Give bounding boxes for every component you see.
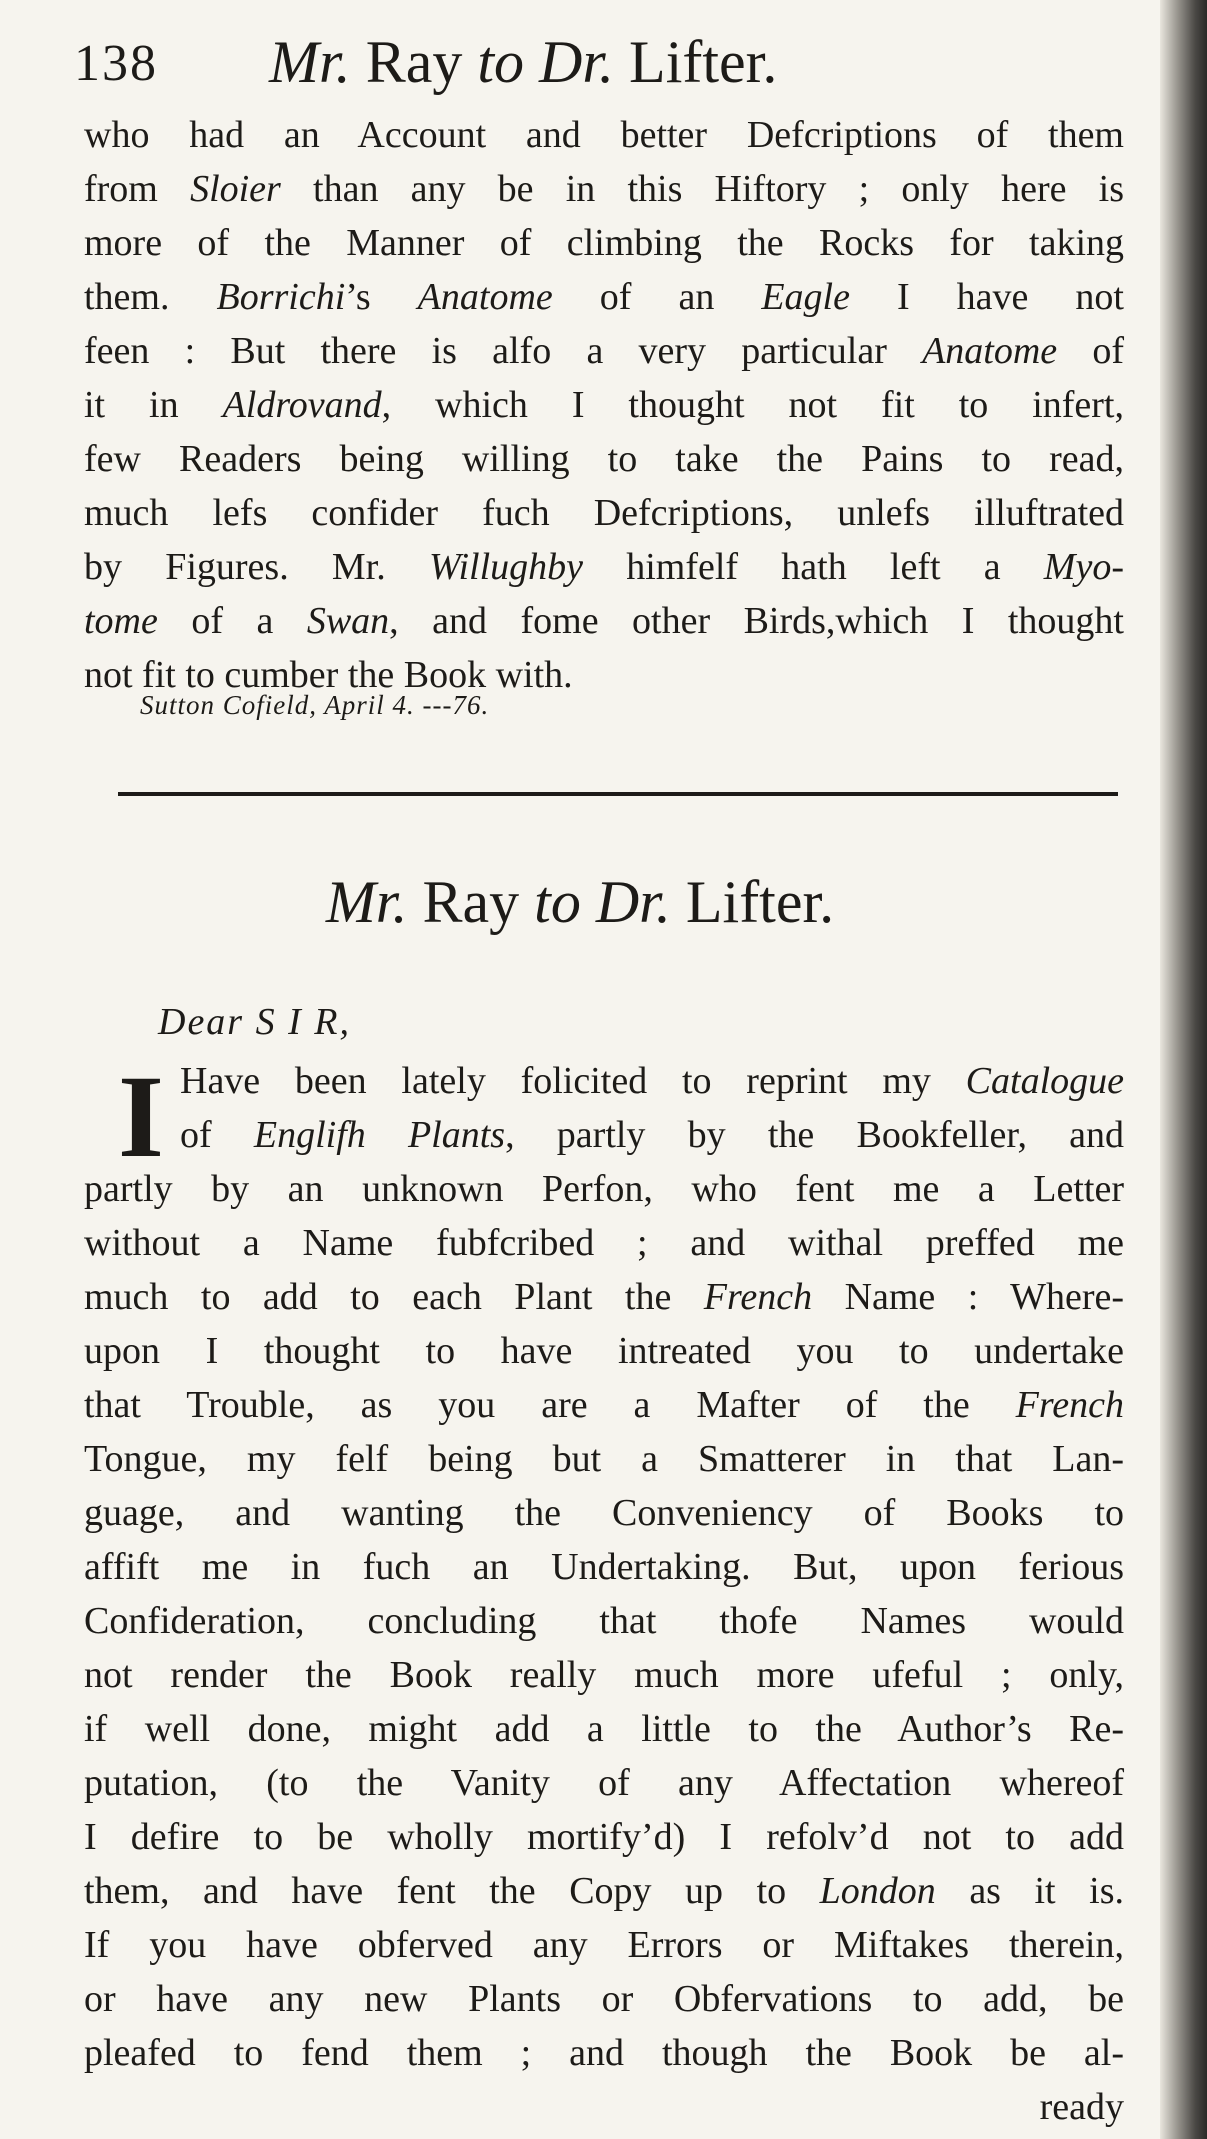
letter-opening-lines (180, 1054, 1124, 1162)
text-line: Have been lately folicited to reprint my Catalogue (180, 1060, 1124, 1102)
text-line: if well done, might add a little to the Author’s Re- (84, 1708, 1124, 1750)
running-title-lister: Lifter. (629, 29, 778, 95)
letter-signature-line: Sutton Cofield, April 4. ---76. (140, 690, 490, 720)
letter-body (84, 1162, 1124, 2134)
text-line: pleafed to fend them ; and though the Book be al- (84, 2032, 1124, 2074)
text-line: not render the Book really much more ufeful ; only, (84, 1654, 1124, 1696)
text-line: guage, and wanting the Conveniency of Books to (84, 1492, 1124, 1534)
text-line: If you have obferved any Errors or Miftakes therein, (84, 1924, 1124, 1966)
text-line: upon I thought to have intreated you to undertake (84, 1330, 1124, 1372)
letter-title-dr: Dr. (595, 869, 671, 935)
text-line: few Readers being willing to take the Pains to read, (84, 438, 1124, 480)
text-line: who had an Account and better Defcriptions of them (84, 114, 1124, 156)
text-line: putation, (to the Vanity of any Affectation whereof (84, 1762, 1124, 1804)
drop-cap: I (118, 1051, 164, 1182)
text-line: it in Aldrovand, which I thought not fit to infert, (84, 384, 1124, 426)
running-header (74, 28, 1094, 118)
salutation: Dear S I R, (158, 1001, 351, 1043)
section-divider (118, 792, 1118, 796)
text-line: of Englifh Plants, partly by the Bookfeller, and (180, 1114, 1125, 1156)
text-line: them. Borrichi’s Anatome of an Eagle I have not (84, 276, 1124, 318)
text-line: more of the Manner of climbing the Rocks for taking (84, 222, 1124, 264)
text-line: partly by an unknown Perfon, who fent me a Letter (84, 1168, 1124, 1210)
text-line: from Sloier than any be in this Hiftory ; only here is (84, 168, 1124, 210)
text-line: much to add to each Plant the French Name : Where- (84, 1276, 1125, 1318)
paragraph-continuation (84, 108, 1124, 702)
letter-title-mr: Mr. (325, 869, 408, 935)
running-title-ray: Ray (365, 29, 463, 95)
text-line: by Figures. Mr. Willughby himfelf hath left a Myo- (84, 546, 1124, 588)
letter-title-to: to (534, 869, 581, 935)
text-line: that Trouble, as you are a Mafter of the French (84, 1384, 1124, 1426)
text-line: tome of a Swan, and fome other Birds,which I thought (84, 600, 1124, 642)
book-gutter-shadow (1160, 0, 1207, 2139)
text-line: much lefs confider fuch Defcriptions, unlefs illuftrated (84, 492, 1124, 534)
running-title (269, 28, 777, 97)
running-title-mr: Mr. (269, 29, 351, 95)
running-title-dr: Dr. (539, 29, 615, 95)
letter-title (0, 868, 1160, 937)
running-title-to: to (477, 29, 525, 95)
text-line: them, and have fent the Copy up to London as it is. (84, 1870, 1124, 1912)
text-line: without a Name fubfcribed ; and withal preffed me (84, 1222, 1124, 1264)
text-line: Tongue, my felf being but a Smatterer in that Lan- (84, 1438, 1124, 1480)
catchword: ready (1039, 2086, 1124, 2128)
text-line: Confideration, concluding that thofe Names would (84, 1600, 1124, 1642)
text-line: or have any new Plants or Obfervations to add, be (84, 1978, 1124, 2020)
text-line: I defire to be wholly mortify’d) I refolv’d not to add (84, 1816, 1124, 1858)
text-line: affift me in fuch an Undertaking. But, upon ferious (84, 1546, 1124, 1588)
letter-title-lister: Lifter. (685, 869, 835, 935)
text-line: not fit to cumber the Book with. (84, 654, 573, 696)
letter-title-ray: Ray (422, 869, 520, 935)
page-number: 138 (74, 35, 158, 92)
text-line: feen : But there is alfo a very particular Anatome of (84, 330, 1125, 372)
